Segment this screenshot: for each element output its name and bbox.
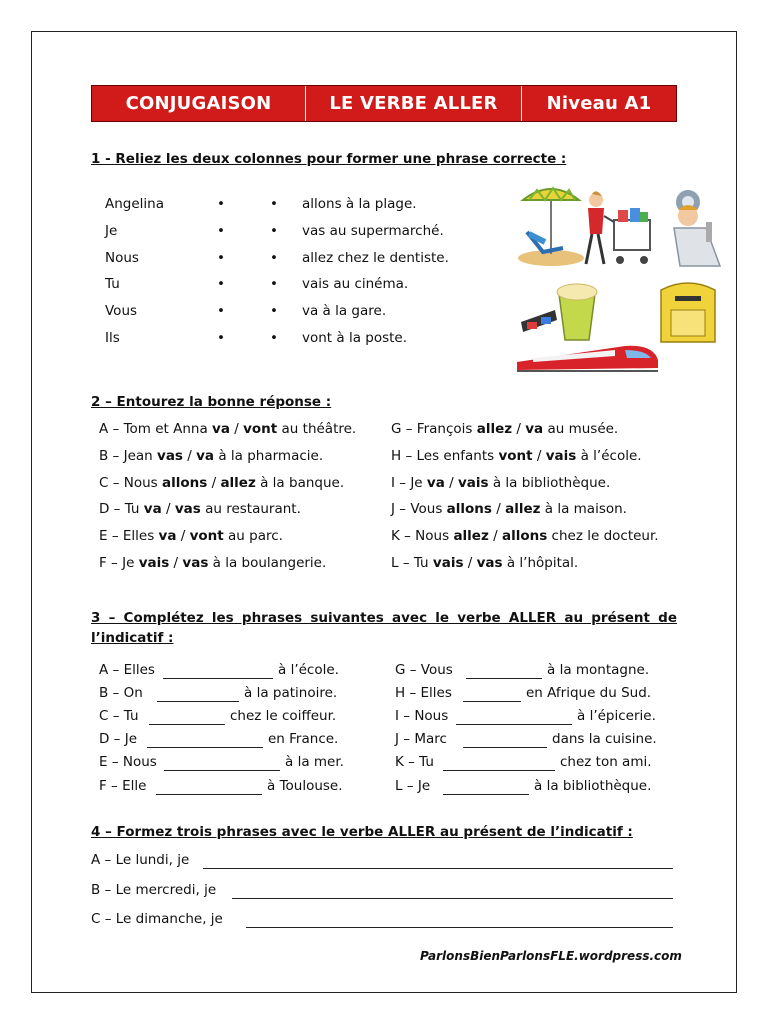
mailbox-icon <box>659 278 717 344</box>
ex2-sentence <box>391 448 642 464</box>
sentence-start: D – Tu <box>99 501 144 518</box>
ex3-subject: B – On <box>99 685 143 702</box>
answer-blank[interactable] <box>157 689 239 702</box>
choice-option[interactable]: va <box>196 447 215 464</box>
answer-blank[interactable] <box>443 782 529 795</box>
choice-separator: / <box>532 447 546 464</box>
answer-blank[interactable] <box>156 782 262 795</box>
ex2-sentence <box>391 421 618 437</box>
choice-separator: / <box>169 555 183 571</box>
sentence-start: F – Je <box>99 555 139 571</box>
ex3-subject: D – Je <box>99 731 138 748</box>
ex2-sentence <box>99 501 301 517</box>
choice-option[interactable]: va <box>525 421 544 437</box>
choice-option[interactable]: vais <box>432 555 464 571</box>
choice-option[interactable]: allez <box>453 528 489 545</box>
answer-blank[interactable] <box>443 758 555 771</box>
ex1-right-bullet[interactable]: • <box>270 222 278 239</box>
ex1-ending: vont à la poste. <box>302 330 408 346</box>
ex2-sentence <box>99 475 344 491</box>
sentence-end: à la maison. <box>540 501 627 518</box>
ex1-title: 1 - Reliez les deux colonnes pour former une phrase correcte : <box>91 151 567 167</box>
ex1-left-bullet[interactable]: • <box>217 249 225 266</box>
sentence-end: au musée. <box>543 421 619 437</box>
ex1-subject: Angelina <box>105 196 164 212</box>
ex3-ending: chez ton ami. <box>560 754 652 771</box>
ex3-ending: dans la cuisine. <box>552 731 657 748</box>
ex3-subject: L – Je <box>395 777 431 794</box>
writing-line[interactable] <box>232 886 673 899</box>
choice-separator: / <box>488 528 502 545</box>
choice-option[interactable]: va <box>212 421 230 437</box>
ex1-right-bullet[interactable]: • <box>270 303 278 320</box>
ex1-left-bullet[interactable]: • <box>217 303 225 320</box>
title-banner <box>91 85 677 122</box>
ex1-left-bullet[interactable]: • <box>217 222 225 239</box>
sentence-end: à l’hôpital. <box>502 555 579 571</box>
sentence-end: au théâtre. <box>277 421 357 437</box>
ex3-ending: à la bibliothèque. <box>534 777 652 794</box>
choice-option[interactable]: vas <box>157 447 183 464</box>
ex4-prompt: C – Le dimanche, je <box>91 911 223 927</box>
choice-option[interactable]: va <box>426 474 445 491</box>
sentence-start: H – Les enfants <box>391 447 499 464</box>
choice-separator: / <box>463 555 477 571</box>
ex2-title: 2 – Entourez la bonne réponse : <box>91 394 332 410</box>
ex1-subject: Ils <box>105 330 120 346</box>
sentence-start: C – Nous <box>99 474 162 491</box>
ex3-ending: à l’école. <box>278 662 339 678</box>
sentence-start: L – Tu <box>391 555 433 571</box>
ex3-title-line1: 3 – Complétez les phrases suivantes avec le verbe ALLER au présent de <box>91 610 677 626</box>
choice-option[interactable]: vas <box>476 555 503 571</box>
ex1-ending: vas au supermarché. <box>302 222 444 239</box>
choice-option[interactable]: allons <box>501 528 548 545</box>
dentist-icon <box>666 182 728 270</box>
sentence-end: au parc. <box>223 528 283 545</box>
ex1-right-bullet[interactable]: • <box>270 249 278 266</box>
ex1-right-bullet[interactable]: • <box>270 196 278 212</box>
ex1-left-bullet[interactable]: • <box>217 196 225 212</box>
choice-option[interactable]: va <box>143 501 162 518</box>
ex1-subject: Je <box>105 222 118 239</box>
ex3-ending: chez le coiffeur. <box>230 708 337 725</box>
ex3-subject: A – Elles <box>99 662 155 678</box>
sentence-start: A – Tom et Anna <box>99 421 213 437</box>
choice-option[interactable]: allez <box>476 421 513 437</box>
choice-option[interactable]: vont <box>189 528 224 545</box>
ex1-right-bullet[interactable]: • <box>270 276 278 293</box>
ex2-sentence <box>391 555 578 571</box>
ex3-ending: en Afrique du Sud. <box>526 685 652 702</box>
choice-separator: / <box>176 528 190 545</box>
answer-blank[interactable] <box>466 666 542 679</box>
sentence-start: I – Je <box>391 474 427 491</box>
ex2-sentence <box>99 421 356 437</box>
sentence-end: à la pharmacie. <box>214 447 324 464</box>
sentence-end: à la bibliothèque. <box>488 474 611 491</box>
choice-option[interactable]: vais <box>545 447 577 464</box>
ex2-sentence <box>391 501 627 517</box>
ex3-subject: H – Elles <box>395 685 452 702</box>
ex1-left-bullet[interactable]: • <box>217 276 225 293</box>
ex3-ending: à Toulouse. <box>267 777 343 794</box>
choice-option[interactable]: vais <box>138 555 170 571</box>
ex3-ending: à la montagne. <box>547 662 650 678</box>
choice-option[interactable]: vont <box>243 421 278 437</box>
ex1-subject: Nous <box>105 249 139 266</box>
ex3-ending: à la patinoire. <box>244 685 338 702</box>
sentence-start: E – Elles <box>99 528 159 545</box>
answer-blank[interactable] <box>149 712 225 725</box>
writing-line[interactable] <box>203 856 673 869</box>
ex1-ending: allez chez le dentiste. <box>302 249 449 266</box>
choice-option[interactable]: allons <box>446 501 492 518</box>
sentence-end: à la banque. <box>255 474 345 491</box>
ex1-right-bullet[interactable]: • <box>270 330 278 346</box>
answer-blank[interactable] <box>463 689 521 702</box>
ex4-title: 4 – Formez trois phrases avec le verbe ALLER au présent de l’indicatif : <box>91 824 633 840</box>
sentence-start: J – Vous <box>391 501 447 518</box>
answer-blank[interactable] <box>164 758 280 771</box>
ex2-sentence <box>391 528 659 544</box>
choice-option[interactable]: allez <box>505 501 541 518</box>
ex4-prompt: B – Le mercredi, je <box>91 881 217 898</box>
choice-separator: / <box>444 474 458 491</box>
choice-option[interactable]: vas <box>182 555 209 571</box>
ex1-subject: Vous <box>105 303 138 320</box>
ex3-subject: E – Nous <box>99 754 157 771</box>
footer-website: ParlonsBienParlonsFLE.wordpress.com <box>420 949 682 963</box>
choice-separator: / <box>512 421 526 437</box>
ex2-sentence <box>99 448 323 464</box>
choice-option[interactable]: vas <box>174 501 201 518</box>
choice-option[interactable]: allons <box>162 474 208 491</box>
choice-option[interactable]: allez <box>220 474 256 491</box>
answer-blank[interactable] <box>463 735 547 748</box>
choice-separator: / <box>182 447 197 464</box>
banner-level: Niveau A1 <box>546 93 652 114</box>
ex3-subject: C – Tu <box>99 708 139 725</box>
sentence-start: B – Jean <box>99 447 158 464</box>
ex1-subject: Tu <box>105 276 120 293</box>
ex2-sentence <box>99 528 283 544</box>
ex4-prompt: A – Le lundi, je <box>91 852 190 868</box>
answer-blank[interactable] <box>147 735 263 748</box>
ex3-ending: en France. <box>268 731 339 748</box>
ex2-sentence <box>99 555 326 571</box>
sentence-end: à la boulangerie. <box>208 555 327 571</box>
choice-separator: / <box>491 501 506 518</box>
banner-verb: LE VERBE ALLER <box>306 86 522 121</box>
sentence-end: chez le docteur. <box>547 528 659 545</box>
ex1-ending: vais au cinéma. <box>302 276 409 293</box>
ex1-ending: va à la gare. <box>302 303 387 320</box>
choice-separator: / <box>161 501 175 518</box>
ex3-ending: à l’épicerie. <box>577 708 656 725</box>
writing-line[interactable] <box>246 915 673 928</box>
choice-separator: / <box>229 421 244 437</box>
ex1-left-bullet[interactable]: • <box>217 330 225 346</box>
ex3-subject: I – Nous <box>395 708 449 725</box>
sentence-start: G – François <box>391 421 477 437</box>
sentence-end: à l’école. <box>576 447 642 464</box>
choice-option[interactable]: va <box>158 528 177 545</box>
ex2-sentence <box>391 475 610 491</box>
cinema-icon <box>519 282 619 344</box>
answer-blank[interactable] <box>163 666 273 679</box>
choice-separator: / <box>207 474 221 491</box>
ex3-subject: G – Vous <box>395 662 453 678</box>
ex1-ending: allons à la plage. <box>302 196 417 212</box>
ex3-subject: K – Tu <box>395 754 434 771</box>
ex3-title-line2: l’indicatif : <box>91 630 174 646</box>
ex3-ending: à la mer. <box>285 754 344 771</box>
answer-blank[interactable] <box>456 712 572 725</box>
beach-chair-icon <box>515 182 587 268</box>
choice-option[interactable]: vont <box>498 447 533 464</box>
sentence-end: au restaurant. <box>200 501 301 518</box>
banner-topic: CONJUGAISON <box>92 86 306 121</box>
ex3-subject: F – Elle <box>99 777 147 794</box>
choice-option[interactable]: vais <box>457 474 489 491</box>
train-icon <box>515 340 660 374</box>
sentence-start: K – Nous <box>391 528 454 545</box>
ex3-subject: J – Marc <box>395 731 447 748</box>
shopping-woman-icon <box>582 190 660 272</box>
